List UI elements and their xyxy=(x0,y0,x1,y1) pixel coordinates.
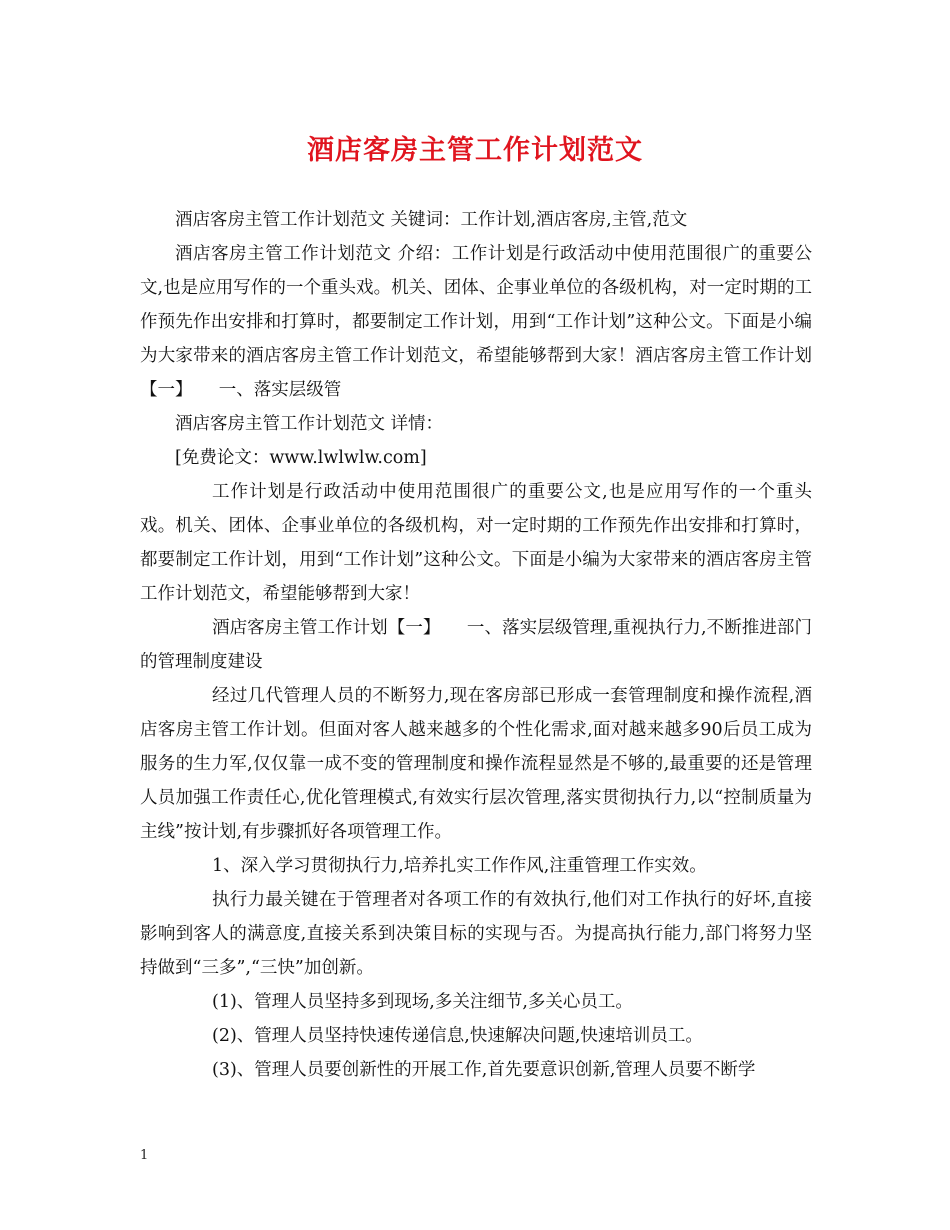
paragraph: 酒店客房主管工作计划范文 详情： xyxy=(175,414,444,434)
paragraph: (3)、管理人员要创新性的开展工作,首先要意识创新,管理人员要不断学 xyxy=(212,1060,756,1080)
paragraph: 经过几代管理人员的不断努力,现在客房部已形成一套管理制度和操作流程,酒店客房主管工作计划。但面对客人越来越多的个性化需求,面对越来越多90后员工成为服务的生力军,仅仅靠一成不变的管理制度和操作流程显然是不够的,最重要的还是管理人员加强工作责任心,优化管理模式,有效实行层次管理,落实贯彻执行力,以“控制质量为主线”按计划,有步骤抓好各项管理工作。 xyxy=(140,686,812,842)
paragraph: (1)、管理人员坚持多到现场,多关注细节,多关心员工。 xyxy=(212,992,633,1012)
paragraph: 酒店客房主管工作计划【一】 一、落实层级管理,重视执行力,不断推进部门的管理制度建设 xyxy=(140,618,812,672)
document-body xyxy=(140,203,812,1087)
paragraph: 酒店客房主管工作计划范文 关键词：工作计划,酒店客房,主管,范文 xyxy=(175,210,688,230)
paragraph: [免费论文：www.lwlwlw.com] xyxy=(175,448,427,468)
paragraph: 执行力最关键在于管理者对各项工作的有效执行,他们对工作执行的好坏,直接影响到客人的满意度,直接关系到决策目标的实现与否。为提高执行能力,部门将努力坚持做到“三多”,“三快”加创新。 xyxy=(140,890,812,978)
document-title: 酒店客房主管工作计划范文 xyxy=(307,135,643,166)
paragraph: 工作计划是行政活动中使用范围很广的重要公文,也是应用写作的一个重头戏。机关、团体、企事业单位的各级机构，对一定时期的工作预先作出安排和打算时，都要制定工作计划，用到“工作计划”这种公文。下面是小编为大家带来的酒店客房主管工作计划范文，希望能够帮到大家！ xyxy=(140,482,812,604)
paragraph: 1、深入学习贯彻执行力,培养扎实工作作风,注重管理工作实效。 xyxy=(212,856,707,876)
paragraph: (2)、管理人员坚持快速传递信息,快速解决问题,快速培训员工。 xyxy=(212,1026,703,1046)
paragraph: 酒店客房主管工作计划范文 介绍：工作计划是行政活动中使用范围很广的重要公文,也是应用写作的一个重头戏。机关、团体、企事业单位的各级机构，对一定时期的工作预先作出安排和打算时，都要制定工作计划，用到“工作计划”这种公文。下面是小编为大家带来的酒店客房主管工作计划范文，希望能够帮到大家！酒店客房主管工作计划【一】 一、落实层级管 xyxy=(140,244,812,400)
page-number: 1 xyxy=(140,1148,149,1163)
